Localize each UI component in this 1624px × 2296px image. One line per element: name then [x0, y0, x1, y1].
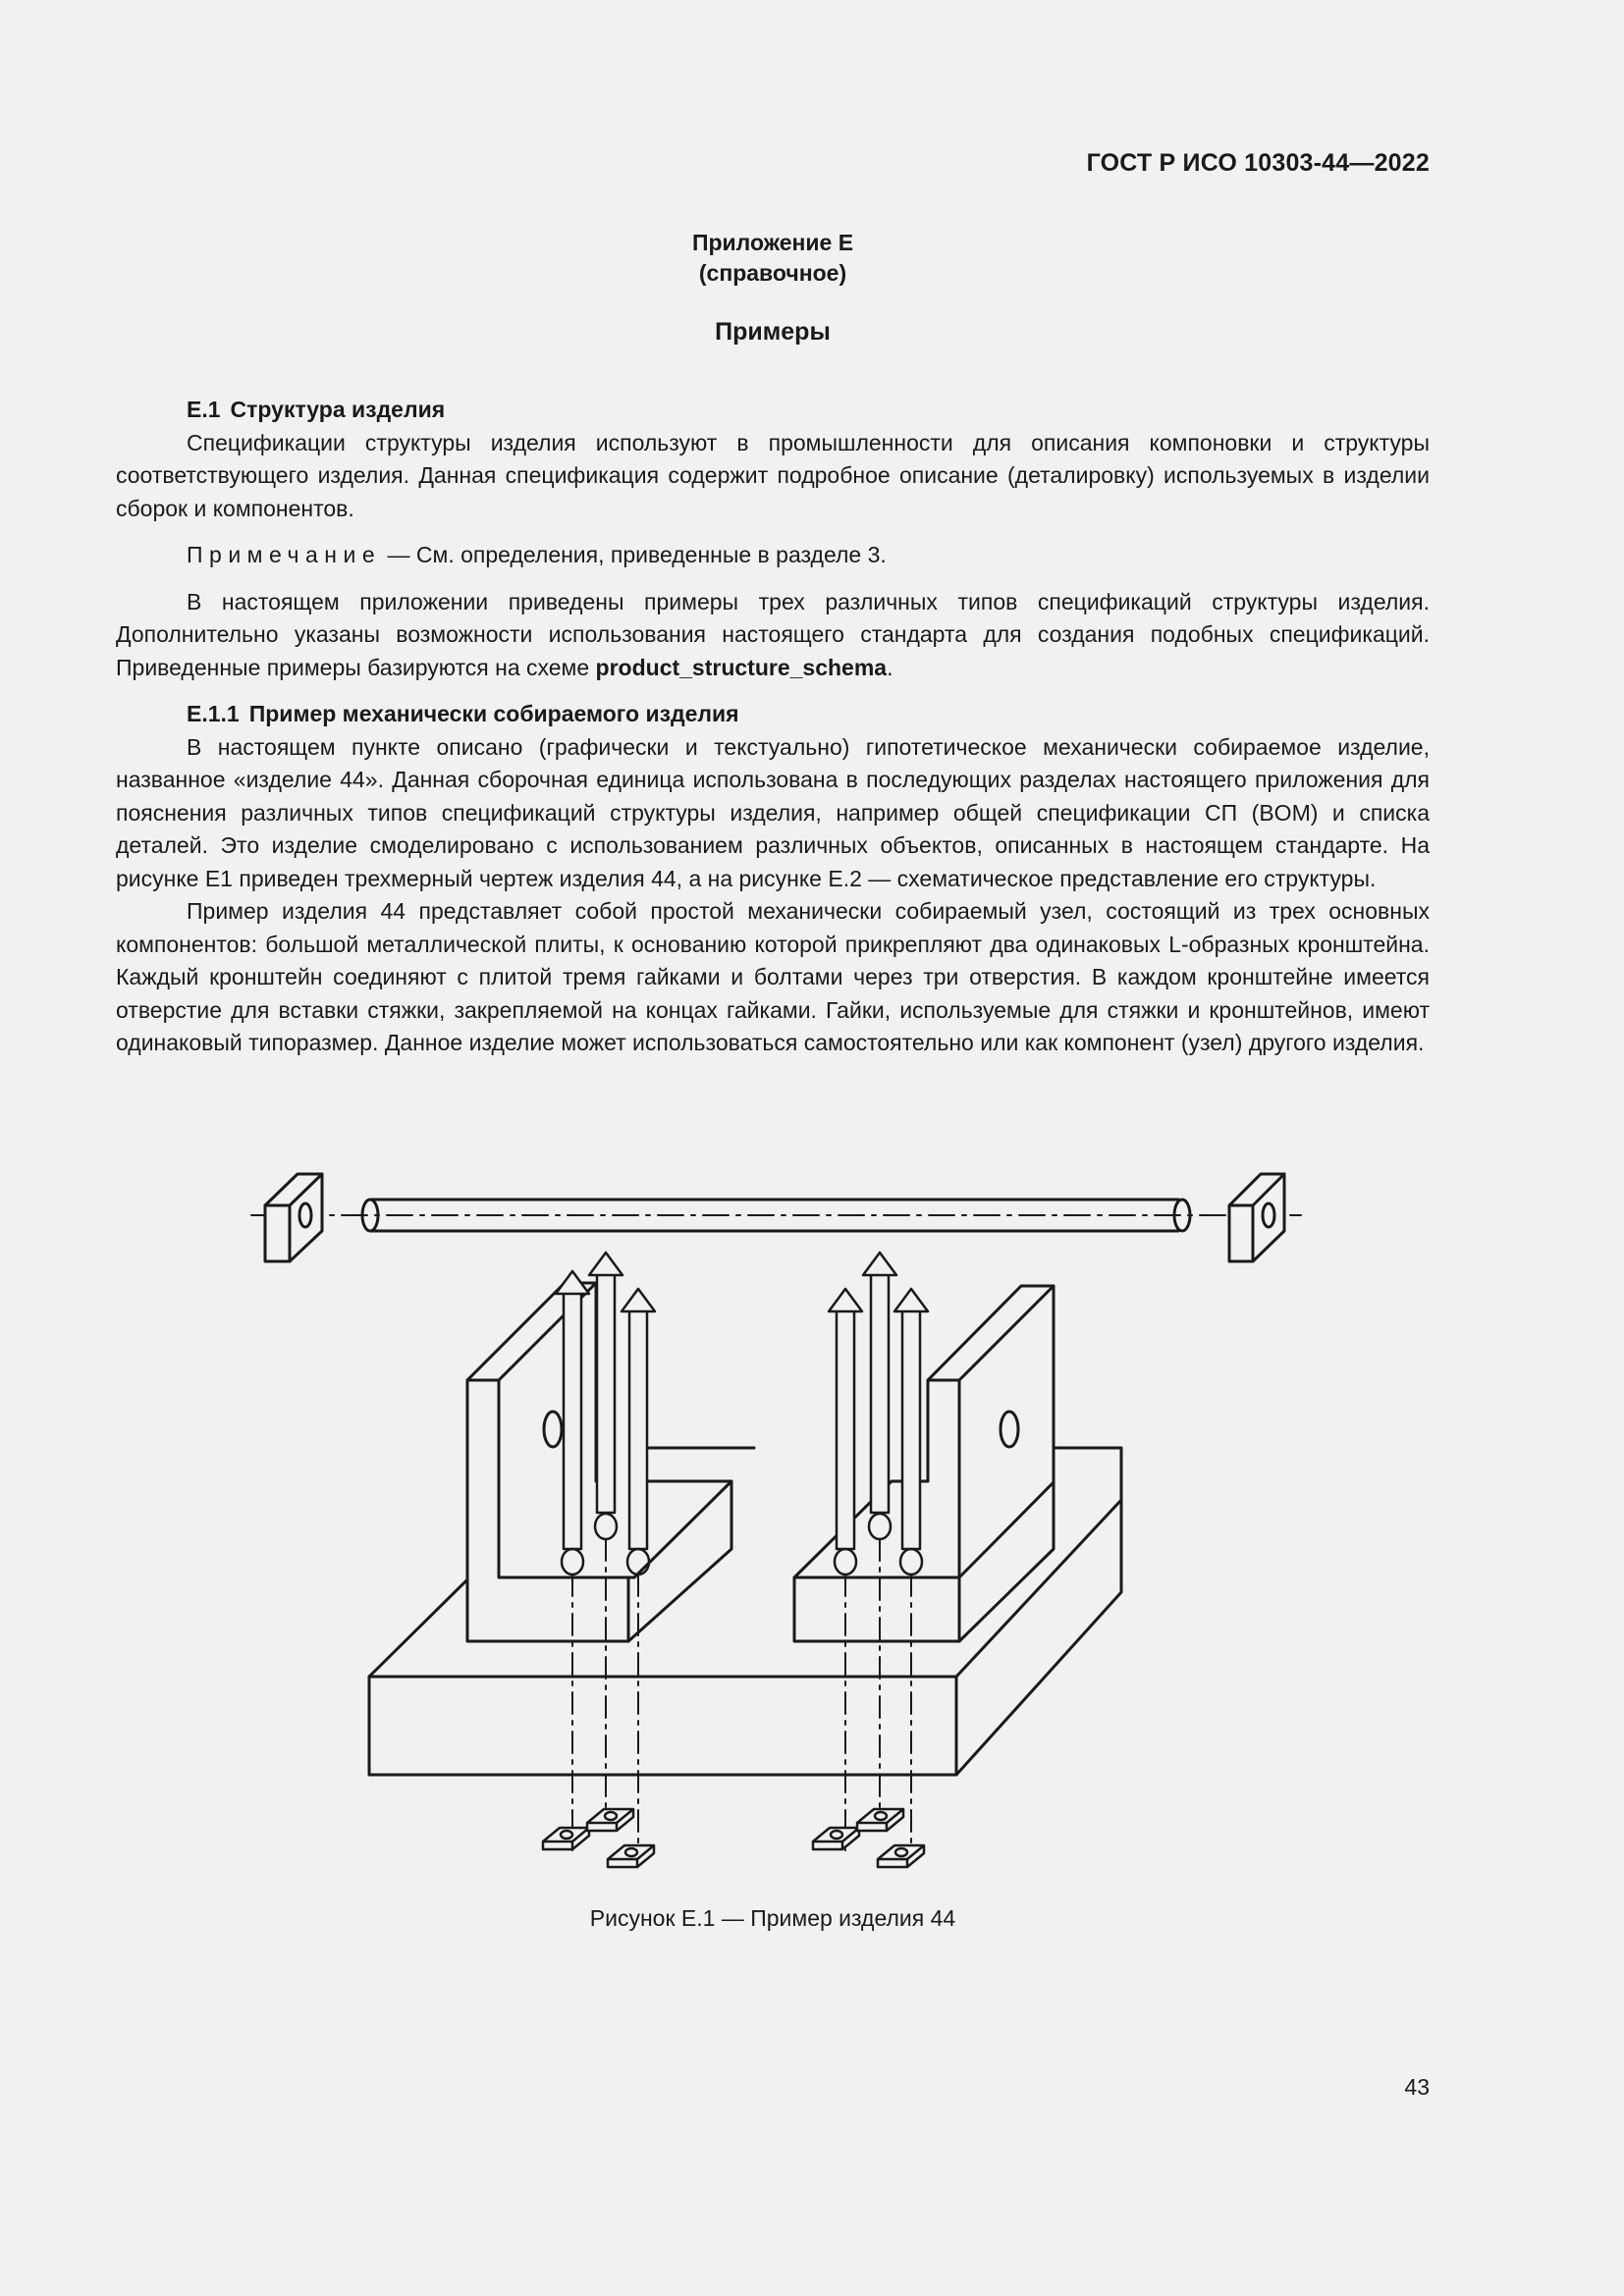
- heading-e1-number: Е.1: [187, 397, 221, 422]
- paragraph-end: .: [887, 654, 893, 680]
- rod-nut-left: [265, 1174, 322, 1261]
- page-number: 43: [1404, 2074, 1430, 2100]
- paragraph-text: В настоящем приложении приведены примеры трех различных типов спецификаций структуры изделия. Дополнительно указаны возможности использования настоящего стандарта для создания подобных спецификаций. Приведенные примеры базируются на схеме: [116, 588, 1430, 680]
- standard-code: ГОСТ Р ИСО 10303-44—2022: [1086, 149, 1430, 177]
- heading-e1-title: Структура изделия: [230, 397, 446, 422]
- rod: [251, 1200, 1301, 1231]
- heading-e11-number: Е.1.1: [187, 701, 240, 726]
- note-label: Примечание: [187, 542, 382, 567]
- heading-e11-title: Пример механически собираемого изделия: [248, 701, 739, 726]
- paragraph: Спецификации структуры изделия используют в промышленности для описания компоновки и структуры соответствующего изделия. Данная спецификация содержит подробное описание (деталировку) используемых в изделии сборок и компонентов.: [116, 429, 1430, 521]
- appendix-title: Приложение Е: [691, 230, 854, 255]
- paragraph: Пример изделия 44 представляет собой простой механически собираемый узел, состоящий из трех основных компонентов: большой металлической плиты, к основанию которой прикрепляют два одинаковых L-образных кронштейна. Каждый кронштейн соединяют с плитой тремя гайками и болтами через три отверстия. В каждом кронштейне имеется отверстие для вставки стяжки, закрепляемой на концах гайками. Гайки, используемые для стяжки и кронштейнов, имеют одинаковый типоразмер. Данное изделие может использоваться самостоятельно или как компонент (узел) другого изделия.: [116, 898, 1430, 1055]
- figure-caption: Рисунок Е.1 — Пример изделия 44: [589, 1905, 956, 1931]
- bracket-right: [794, 1286, 1054, 1641]
- nuts-right: [813, 1809, 924, 1867]
- paragraph: В настоящем пункте описано (графически и текстуально) гипотетическое механически собираемое изделие, названное «изделие 44». Данная сборочная единица использована в последующих разделах настоящего приложения для пояснения различных типов спецификаций структуры изделия, например общей спецификации СП (BOM) и списка деталей. Это изделие смоделировано с использованием различных объектов, описанных в настоящем стандарте. На рисунке Е1 приведен трехмерный чертеж изделия 44, а на рисунке Е.2 — схематическое представление его структуры.: [116, 733, 1430, 891]
- note-text: — См. определения, приведенные в разделе 3.: [381, 542, 887, 567]
- appendix-subtitle: (справочное): [698, 260, 847, 286]
- rod-nut-right: [1229, 1174, 1284, 1261]
- schema-name: product_structure_schema: [595, 654, 888, 680]
- section-title: Примеры: [715, 318, 831, 346]
